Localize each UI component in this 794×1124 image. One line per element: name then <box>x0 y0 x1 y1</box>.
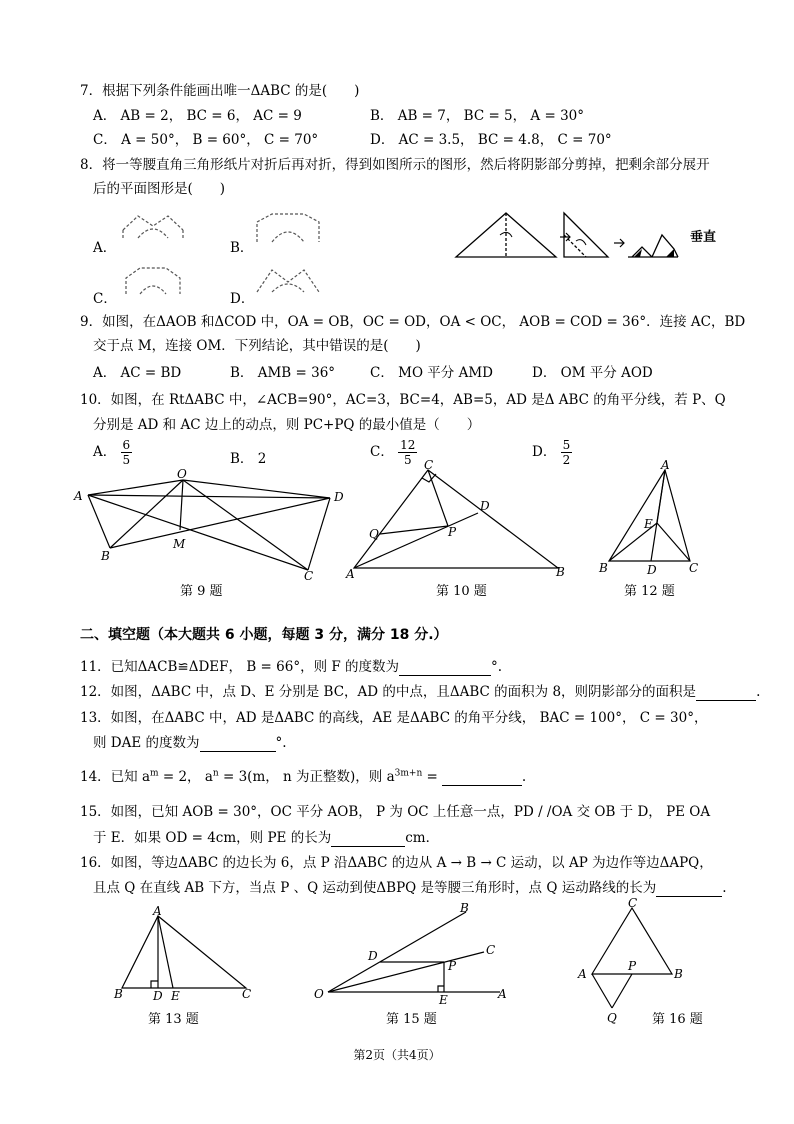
numerator: 12 <box>400 438 416 452</box>
fig10-caption: 第 10 题 <box>436 584 487 599</box>
fig13-caption: 第 13 题 <box>148 1012 199 1027</box>
fig12-caption: 第 12 题 <box>624 584 675 599</box>
q16-stem: 16．如图，等边ΔABC 的边长为 6，点 P 沿ΔABC 的边从 A → B → C 运动，以 AP 为边作等边ΔAPQ， <box>80 855 713 871</box>
fig9-caption: 第 9 题 <box>180 584 223 599</box>
q10-option-a-label: A． <box>93 444 117 460</box>
fig12-point-label: E <box>644 517 653 531</box>
fig15-point-label: D <box>368 949 378 963</box>
q8-option-b: B． <box>230 240 254 256</box>
section-heading: 二、填空题（本大题共 6 小题，每题 3 分，满分 18 分.） <box>80 627 448 643</box>
q10-option-c-label: C． <box>370 444 394 460</box>
fig15-point-label: E <box>439 993 448 1004</box>
fig9-point-label: M <box>173 537 186 551</box>
fig13-point-label: D <box>153 989 163 1003</box>
fig15-point-label: A <box>498 987 507 1001</box>
q8-stem-line2: 后的平面图形是( ) <box>93 181 226 197</box>
fig13-point-label: E <box>171 989 180 1003</box>
q7-stem: 7．根据下列条件能画出唯一ΔABC 的是( ) <box>80 83 360 99</box>
q10-stem: 10．如图，在 RtΔABC 中，∠ACB=90°，AC=3，BC=4，AB=5，AD 是Δ ABC 的角平分线，若 P、Q <box>80 392 726 408</box>
fig12-point-label: D <box>647 563 657 577</box>
q10-stem-line2: 分别是 AD 和 AC 边上的动点，则 PC+PQ 的最小值是（ ） <box>93 417 481 433</box>
figure-16 <box>572 896 702 1026</box>
q16-text: 且点 Q 在直线 AB 下方，当点 P 、Q 运动到使ΔBPQ 是等腰三角形时，点 Q 运动路线的长为 <box>93 880 657 896</box>
fig16-point-label: B <box>674 967 683 981</box>
numerator: 5 <box>562 438 571 452</box>
q15-text-end: cm． <box>405 830 440 846</box>
q8-stem: 8．将一等腰直角三角形纸片对折后再对折，得到如图所示的图形，然后将阴影部分剪掉，把剩余部分展开 <box>80 157 710 173</box>
q14-text-end: . <box>521 769 527 785</box>
q9-option-b: B． AMB = 36° <box>230 365 336 381</box>
fig10-point-label: D <box>480 499 490 513</box>
q14-text: = <box>422 769 438 785</box>
q7-option-b: B． AB = 7， BC = 5， A = 30° <box>370 108 585 124</box>
q14-answer-blank[interactable] <box>442 769 522 786</box>
fig16-point-label: A <box>578 967 587 981</box>
q11-answer-blank[interactable] <box>399 659 491 676</box>
q8-option-b-figure <box>252 210 324 250</box>
fig10-point-label: C <box>424 458 434 472</box>
q14 <box>80 765 526 786</box>
fig15-point-label: O <box>314 987 324 1001</box>
q8-fig-label: 垂直 <box>690 230 717 245</box>
q13-line2 <box>93 731 287 752</box>
fig9-point-label: D <box>334 490 344 504</box>
page-footer: 第2页（共4页） <box>353 1048 441 1062</box>
fig15-caption: 第 15 题 <box>386 1012 437 1027</box>
q7-option-d: D． AC = 3.5， BC = 4.8， C = 70° <box>370 132 612 148</box>
fig10-point-label: A <box>346 567 355 581</box>
fig12-point-label: C <box>689 561 699 575</box>
fig12-point-label: A <box>661 458 670 472</box>
q11-text-end: °. <box>491 659 503 675</box>
q12 <box>80 680 760 701</box>
q9-option-c: C． MO 平分 AMD <box>370 365 493 381</box>
fig9-point-label: C <box>304 569 314 583</box>
q14-exp: n <box>212 768 219 779</box>
q12-text: 12．如图，ΔABC 中，点 D、E 分别是 BC，AD 的中点，且ΔABC 的面积为 8，则阴影部分的面积是 <box>80 684 697 700</box>
denominator: 2 <box>562 453 571 467</box>
fig13-point-label: C <box>242 987 252 1001</box>
q10-option-a <box>93 438 132 467</box>
q9-stem: 9．如图，在ΔAOB 和ΔCOD 中，OA = OB，OC = OD，OA < OC， AOB = COD = 36°．连接 AC，BD <box>80 314 746 330</box>
q13-answer-blank[interactable] <box>200 735 276 752</box>
fig13-point-label: A <box>153 904 162 918</box>
q9-option-d: D． OM 平分 AOD <box>532 365 653 381</box>
q15-line2 <box>93 826 439 847</box>
q15-answer-blank[interactable] <box>331 830 405 847</box>
denominator: 5 <box>122 453 131 467</box>
fig16-point-label: P <box>628 959 637 973</box>
denominator: 5 <box>403 453 412 467</box>
fig16-point-label: C <box>628 896 638 910</box>
fig16-caption: 第 16 题 <box>652 1012 703 1027</box>
figure-13 <box>110 902 260 1004</box>
q10-option-a-fraction <box>121 438 133 467</box>
q8-folding-diagram <box>452 205 722 265</box>
q9-stem-line2: 交于点 M，连接 OM．下列结论，其中错误的是( ) <box>93 338 421 354</box>
fig13-point-label: B <box>114 987 123 1001</box>
fig15-point-label: B <box>460 901 469 915</box>
q15-text: 于 E．如果 OD = 4cm，则 PE 的长为 <box>93 830 332 846</box>
q15-stem: 15．如图，已知 AOB = 30°，OC 平分 AOB， P 为 OC 上任意一点，PD / /OA 交 OB 于 D， PE OA <box>80 804 711 820</box>
q8-option-d-figure <box>252 262 324 300</box>
fig12-point-label: B <box>599 561 608 575</box>
q14-text: = 3(m， n 为正整数)，则 a <box>218 769 395 785</box>
fig9-point-label: A <box>74 489 83 503</box>
numerator: 6 <box>122 438 131 452</box>
q8-option-a-figure <box>118 208 188 248</box>
q7-option-a: A． AB = 2， BC = 6， AC = 9 <box>93 108 302 124</box>
q13-text-end: °. <box>275 735 287 751</box>
q9-option-a: A． AC = BD <box>93 365 182 381</box>
q8-option-c-figure <box>118 262 188 300</box>
q10-option-b: B． 2 <box>230 451 267 467</box>
q14-exp: 3m+n <box>394 768 423 779</box>
q13-text: 则 DAE 的度数为 <box>93 735 200 751</box>
q14-text: 14．已知 a <box>80 769 151 785</box>
fig10-point-label: P <box>448 525 457 539</box>
q14-exp: m <box>150 768 159 779</box>
q11-text: 11．已知ΔACB≌ΔDEF， B = 66°，则 F 的度数为 <box>80 659 400 675</box>
figure-10 <box>340 458 570 583</box>
q7-option-c: C． A = 50°， B = 60°， C = 70° <box>93 132 319 148</box>
q16-line2 <box>93 876 727 897</box>
q12-text-end: . <box>756 684 761 700</box>
fig15-point-label: C <box>486 943 496 957</box>
fig10-point-label: B <box>556 565 565 579</box>
fig9-point-label: O <box>177 468 187 481</box>
q13-stem: 13．如图，在ΔABC 中，AD 是ΔABC 的高线，AE 是ΔABC 的角平分线， BAC = 100°， C = 30°， <box>80 710 708 726</box>
q11 <box>80 655 502 676</box>
fig9-point-label: B <box>101 549 110 563</box>
fig15-point-label: P <box>448 959 457 973</box>
q16-text-end: . <box>722 880 727 896</box>
q16-answer-blank[interactable] <box>656 880 722 897</box>
q8-option-d: D． <box>230 291 255 307</box>
figure-15 <box>310 900 510 1004</box>
q10-option-d-label: D． <box>532 444 557 460</box>
q8-option-a: A． <box>93 240 117 256</box>
fig10-point-label: Q <box>369 527 379 541</box>
figure-12 <box>595 458 705 578</box>
figure-9 <box>70 468 360 586</box>
fig16-point-label: Q <box>607 1011 617 1025</box>
q8-option-c: C． <box>93 291 117 307</box>
q14-text: = 2， a <box>158 769 213 785</box>
q12-answer-blank[interactable] <box>696 684 756 701</box>
